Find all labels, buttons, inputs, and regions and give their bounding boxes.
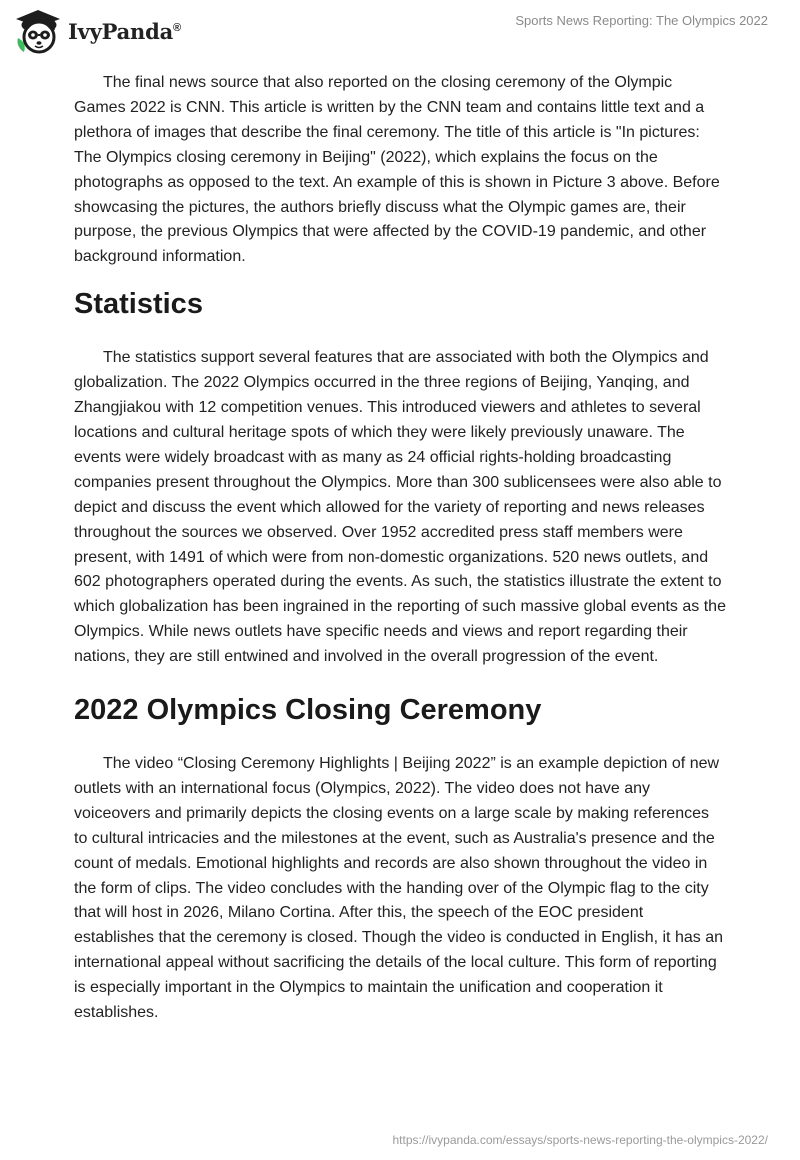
closing-ceremony-heading: 2022 Olympics Closing Ceremony <box>74 694 542 727</box>
statistics-paragraph: The statistics support several features that are associated with both the Olympics and globalization. The 2022 Olympics occurred in the three regions of Beijing, Yanqing, and Zhangjiakou with 12 competition venues. This introduced viewers and athletes to several locations and cultural heritage spots of which they were likely previously unaware. The events were widely broadcast with as many as 24 official rights-holding broadcasting companies present throughout the Olympics. More than 300 sublicensees were also able to depict and discuss the event which allowed for the variety of reporting and news releases throughout the sources we observed. Over 1952 accredited press staff members were present, with 1491 of which were from non-domestic organizations. 520 news outlets, and 602 photographers operated during the events. As such, the statistics illustrate the extent to which globalization has been ingrained in the reporting of such massive global events as the Olympics. While news outlets have specific needs and views and report regarding their nations, they are still entwined and involved in the overall progression of the event. <box>74 349 726 666</box>
panda-graduate-icon <box>14 8 62 54</box>
ivypanda-logo[interactable] <box>14 8 181 54</box>
source-url-link[interactable]: https://ivypanda.com/essays/sports-news-reporting-the-olympics-2022/ <box>392 1133 768 1147</box>
page-header <box>0 0 800 64</box>
statistics-heading: Statistics <box>74 288 203 321</box>
document-title: Sports News Reporting: The Olympics 2022 <box>515 13 768 28</box>
intro-paragraph: The final news source that also reported on the closing ceremony of the Olympic Games 2022 is CNN. This article is written by the CNN team and contains little text and a plethora of images that describe the final ceremony. The title of this article is "In pictures: The Olympics closing ceremony in Beijing" (2022), which explains the focus on the photographs as opposed to the text. An example of this is shown in Picture 3 above. Before showcasing the pictures, the authors briefly discuss what the Olympic games are, their purpose, the previous Olympics that were affected by the COVID-19 pandemic, and other background information. <box>74 74 720 266</box>
essay-content <box>74 71 726 1026</box>
closing-ceremony-paragraph: The video “Closing Ceremony Highlights | Beijing 2022” is an example depiction of new outlets with an international focus (Olympics, 2022). The video does not have any voiceovers and primarily depicts the closing events on a large scale by making references to cultural intricacies and the milestones at the event, such as Australia's presence and the count of medals. Emotional highlights and records are also shown throughout the video in the form of clips. The video concludes with the handing over of the Olympic flag to the city that will host in 2026, Milano Cortina. After this, the speech of the EOC president establishes that the ceremony is closed. Though the video is conducted in English, it has an international appeal without sacrificing the details of the local culture. This form of reporting is especially important in the Olympics to maintain the unification and cooperation it establishes. <box>74 755 723 1022</box>
brand-name: IvyPanda® <box>68 18 181 44</box>
